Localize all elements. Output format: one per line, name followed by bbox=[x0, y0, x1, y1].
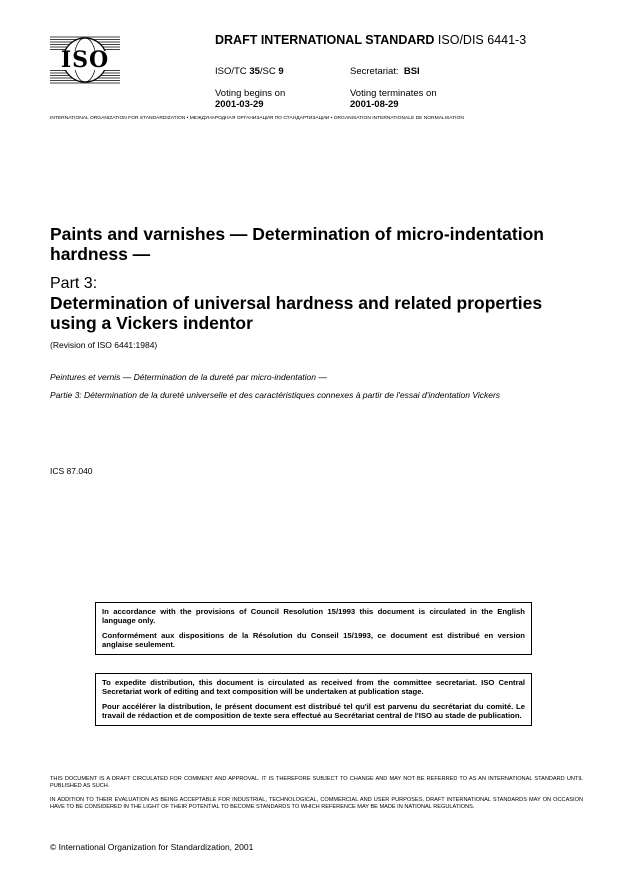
main-title: Paints and varnishes — Determination of micro-indentation hardness — bbox=[50, 224, 544, 264]
secretariat-label: Secretariat: bbox=[350, 66, 399, 77]
french-part-title: Partie 3: Détermination de la dureté universelle et des caractéristiques connexes à partir de l'essai d'indentation Vickers bbox=[50, 390, 501, 400]
tc-number: 35 bbox=[249, 66, 260, 77]
french-main-title: Peintures et vernis — Détermination de la dureté par micro-indentation — bbox=[50, 372, 327, 382]
draft-notice: THIS DOCUMENT IS A DRAFT CIRCULATED FOR COMMENT AND APPROVAL. IT IS THEREFORE SUBJECT TO CHANGE AND MAY NOT BE REFERRED TO AS AN INTERNATIONAL STANDARD UNTIL PUBLISHED AS SUCH. bbox=[50, 776, 583, 789]
organization-line: INTERNATIONAL ORGANIZATION FOR STANDARDIZATION • МЕЖДУНАРОДНАЯ ОРГАНИЗАЦИЯ ПО СТАНДАРТИЗАЦИИ • ORGANISATION INTERNATIONALE DE NORMALISATION bbox=[50, 116, 464, 121]
secretariat bbox=[350, 66, 420, 77]
iso-logo-text: ISO bbox=[60, 47, 110, 73]
language-notice-en: In accordance with the provisions of Council Resolution 15/1993 this document is circulated in the English language only. bbox=[102, 607, 525, 626]
secretariat-value: BSI bbox=[403, 66, 420, 77]
standard-heading bbox=[215, 33, 526, 47]
voting-ends-label: Voting terminates on bbox=[350, 88, 437, 99]
language-notice-fr: Conformément aux dispositions de la Résolution du Conseil 15/1993, ce document est distribué en version anglaise seulement. bbox=[102, 630, 525, 650]
committee-reference: ISO/TC 35/SC 9 bbox=[215, 66, 284, 77]
ics-code: ICS 87.040 bbox=[50, 466, 93, 476]
part-title: Determination of universal hardness and related properties using a Vickers indentor bbox=[50, 293, 543, 333]
voting-ends-date: 2001-08-29 bbox=[350, 99, 399, 110]
distribution-notice-en: To expedite distribution, this document is circulated as received from the committee secretariat. ISO Central Secretariat work of editing and text composition will be undertaken at publication stage. bbox=[102, 678, 525, 697]
distribution-notice-fr: Pour accélérer la distribution, le présent document est distribué tel qu'il est parvenu du secrétariat du comité. Le travail de rédaction et de composition de texte sera effectué au Secrétariat central de l'ISO au stade de publication. bbox=[102, 701, 525, 721]
language-notice-box bbox=[95, 602, 532, 655]
revision-note: (Revision of ISO 6441:1984) bbox=[50, 340, 158, 350]
standard-type: DRAFT INTERNATIONAL STANDARD bbox=[215, 33, 435, 47]
part-label: Part 3: bbox=[50, 275, 98, 292]
voting-begins bbox=[215, 88, 285, 110]
distribution-notice-box bbox=[95, 673, 532, 726]
copyright: © International Organization for Standardization, 2001 bbox=[50, 842, 254, 852]
iso-logo bbox=[50, 35, 120, 85]
evaluation-notice: IN ADDITION TO THEIR EVALUATION AS BEING ACCEPTABLE FOR INDUSTRIAL, TECHNOLOGICAL, COMMERCIAL AND USER PURPOSES, DRAFT INTERNATIONAL STANDARDS MAY ON OCCASION HAVE TO BE CONSIDERED IN THE LIGHT OF THEIR POTENTIAL TO BECOME STANDARDS TO WHICH REFERENCE MAY BE MADE IN NATIONAL REGULATIONS. bbox=[50, 797, 583, 810]
voting-begins-label: Voting begins on bbox=[215, 88, 286, 99]
standard-number: ISO/DIS 6441-3 bbox=[437, 33, 527, 47]
sc-number: 9 bbox=[278, 66, 284, 77]
voting-terminates bbox=[350, 88, 437, 110]
voting-begins-date: 2001-03-29 bbox=[215, 99, 264, 110]
